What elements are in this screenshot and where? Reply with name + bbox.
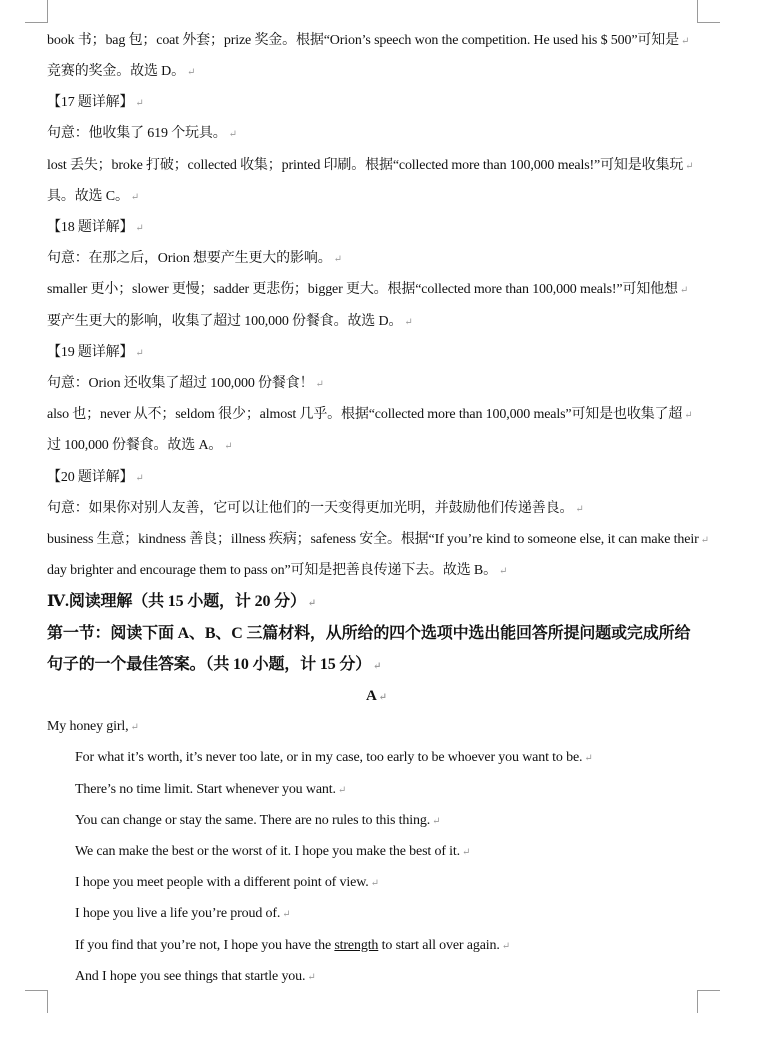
explanation-line: 过 100,000 份餐食。故选 A。 ↵ [47,438,233,453]
section-heading: Ⅳ.阅读理解（共 15 小题，计 20 分） ↵ [47,593,317,610]
explanation-line: 句意：Orion 还收集了超过 100,000 份餐食！ ↵ [47,376,324,391]
question-heading-19: 【19 题详解】 ↵ [47,345,144,360]
passage-line: And I hope you see things that startle you. ↵ [75,969,316,984]
explanation-line: also 也；never 从不；seldom 很少；almost 几乎。根据“collected more than 100,000 meals”可知是也收集了超 ↵ [47,407,693,422]
explanation-line: book 书；bag 包；coat 外套；prize 奖金。根据“Orion’s speech won the competition. He used his $ 500”可知是 ↵ [47,33,690,48]
letter-greeting: My honey girl, ↵ [47,719,139,734]
passage-line: There’s no time limit. Start whenever you want. ↵ [75,782,347,797]
underlined-word: strength [334,938,379,953]
explanation-line: 具。故选 C。 ↵ [47,189,140,204]
explanation-line: 句意：如果你对别人友善，它可以让他们的一天变得更加光明，并鼓励他们传递善良。 ↵ [47,501,584,516]
page-corner-mark-bottom-left [25,990,48,1013]
page-corner-mark-top-left [25,0,48,23]
passage-line: I hope you live a life you’re proud of. ↵ [75,906,291,921]
page-corner-mark-bottom-right [697,990,720,1013]
passage-line: You can change or stay the same. There are no rules to this thing. ↵ [75,813,441,828]
part-heading: 句子的一个最佳答案。（共 10 小题，计 15 分） ↵ [47,656,382,673]
explanation-line: day brighter and encourage them to pass on”可知是把善良传递下去。故选 B。 ↵ [47,563,508,578]
explanation-line: 句意：他收集了 619 个玩具。 ↵ [47,126,237,141]
explanation-line: 句意：在那之后，Orion 想要产生更大的影响。 ↵ [47,251,342,266]
question-heading-18: 【18 题详解】 ↵ [47,220,144,235]
question-heading-20: 【20 题详解】 ↵ [47,470,144,485]
passage-line: I hope you meet people with a different point of view. ↵ [75,875,379,890]
question-heading-17: 【17 题详解】 ↵ [47,95,144,110]
passage-line: We can make the best or the worst of it. I hope you make the best of it. ↵ [75,844,471,859]
page-corner-mark-top-right [697,0,720,23]
explanation-line: business 生意；kindness 善良；illness 疾病；safeness 安全。根据“If you’re kind to someone else, it can make their ↵ [47,532,709,547]
passage-line: For what it’s worth, it’s never too late, or in my case, too early to be whoever you want to be. ↵ [75,750,593,765]
explanation-line: smaller 更小；slower 更慢；sadder 更悲伤；bigger 更大。根据“collected more than 100,000 meals!”可知他想 ↵ [47,282,689,297]
explanation-line: 要产生更大的影响，收集了超过 100,000 份餐食。故选 D。 ↵ [47,314,413,329]
passage-label: A ↵ [366,688,387,704]
passage-line: If you find that you’re not, I hope you have the strength to start all over again. ↵ [75,938,510,953]
part-heading: 第一节：阅读下面 A、B、C 三篇材料，从所给的四个选项中选出能回答所提问题或完成所给 [47,625,691,642]
explanation-line: 竞赛的奖金。故选 D。 ↵ [47,64,196,79]
explanation-line: lost 丢失；broke 打破；collected 收集；printed 印刷。根据“collected more than 100,000 meals!”可知是收集玩 ↵ [47,158,694,173]
